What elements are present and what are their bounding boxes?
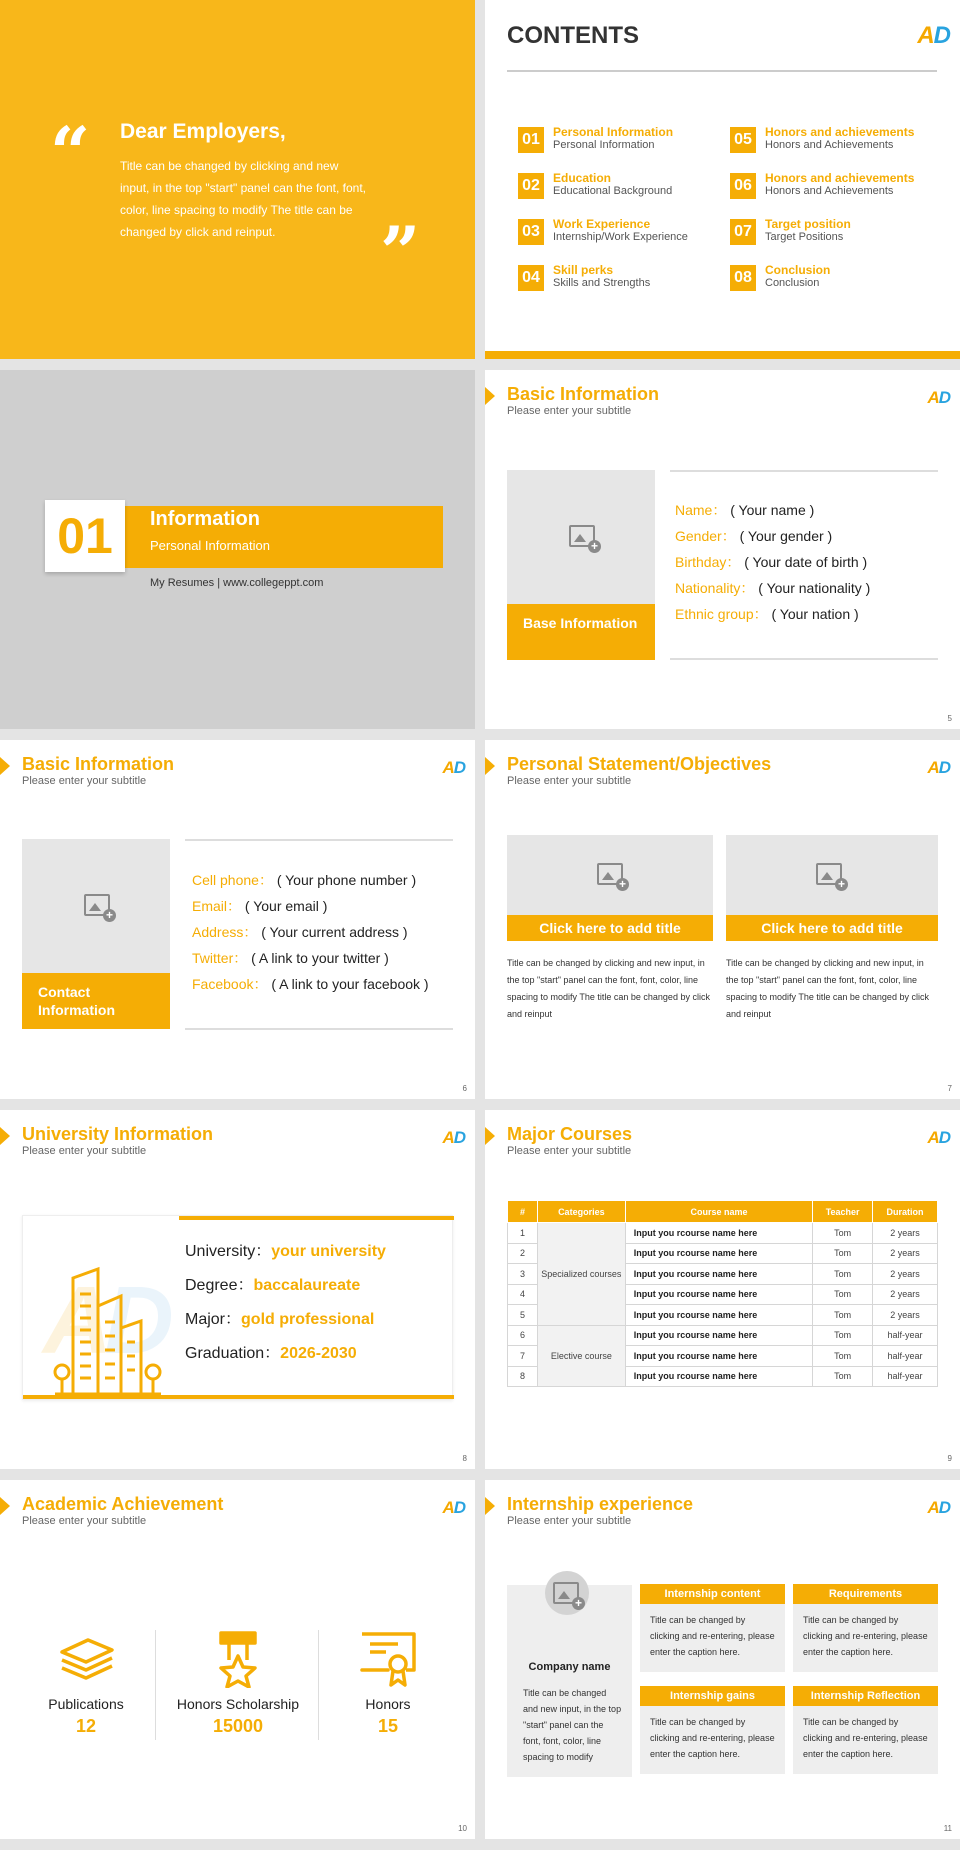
logo: AD xyxy=(917,22,950,49)
achievement-item: Honors Scholarship 15000 xyxy=(168,1630,308,1737)
image-placeholder[interactable] xyxy=(507,470,655,660)
card-text: Title can be changed by clicking and new input, in the top "start" panel can the font, font, color, line spacing to modify The title can be changed by click and reinput xyxy=(726,958,929,1019)
slide-title: Internship experience xyxy=(507,1494,694,1514)
field-row: Email： ( Your email ) xyxy=(192,898,328,914)
title-marker xyxy=(485,1127,495,1145)
contents-item[interactable]: 08 Conclusion Conclusion xyxy=(730,263,930,297)
table-row: 5 Input you rcourse name here Tom 2 years xyxy=(508,1305,938,1326)
achievement-item: Honors 15 xyxy=(318,1630,458,1737)
page-number: 10 xyxy=(458,1824,467,1833)
image-placeholder[interactable] xyxy=(22,839,170,1029)
logo: AD xyxy=(442,1498,465,1517)
major-row: Major：gold professional xyxy=(185,1311,375,1328)
slide-contents xyxy=(485,0,960,359)
certificate-icon xyxy=(358,1630,418,1688)
contents-item[interactable]: 01 Personal Information Personal Information xyxy=(518,125,718,159)
slide-title: Basic Information xyxy=(22,754,175,774)
field-row: Cell phone： ( Your phone number ) xyxy=(192,872,417,888)
title-marker xyxy=(0,757,10,775)
category-cell: Elective course xyxy=(537,1325,625,1387)
accent-bar xyxy=(179,1216,454,1220)
field-row: Birthday： ( Your date of birth ) xyxy=(675,554,868,570)
page-number: 7 xyxy=(947,1084,952,1093)
slide-title: Basic Information xyxy=(507,384,660,404)
category-cell: Specialized courses xyxy=(537,1223,625,1326)
slide-subtitle: Please enter your subtitle xyxy=(22,775,147,787)
table-row: 1 Specialized courses Input you rcourse name here Tom 2 years xyxy=(508,1223,938,1244)
logo: AD xyxy=(927,758,950,777)
table-header: # Categories Course name Teacher Duration xyxy=(508,1201,938,1223)
degree-row: Degree：baccalaureate xyxy=(185,1277,361,1294)
divider xyxy=(155,1630,156,1740)
divider xyxy=(670,470,938,472)
contents-item[interactable]: 04 Skill perks Skills and Strengths xyxy=(518,263,718,297)
internship-box: Internship gains Title can be changed by clicking and re-entering, please enter the caption here. xyxy=(640,1686,785,1774)
table-row: 3 Input you rcourse name here Tom 2 years xyxy=(508,1264,938,1285)
quote-close-icon: ” xyxy=(380,211,421,294)
contents-item[interactable]: 06 Honors and achievements Honors and Achievements xyxy=(730,171,930,205)
add-title-button[interactable]: Click here to add title xyxy=(507,915,713,941)
slide-title: Major Courses xyxy=(507,1124,633,1144)
divider xyxy=(185,1028,453,1030)
page-number: 5 xyxy=(947,714,952,723)
contents-item[interactable]: 02 Education Educational Background xyxy=(518,171,718,205)
page-number: 8 xyxy=(462,1454,467,1463)
card-label: Contact Information xyxy=(22,973,170,1029)
books-icon xyxy=(56,1630,116,1686)
slide-subtitle: Please enter your subtitle xyxy=(507,775,632,787)
divider xyxy=(185,839,453,841)
logo: AD xyxy=(927,1128,950,1147)
slide-subtitle: Please enter your subtitle xyxy=(22,1515,147,1527)
slide-dear-employers xyxy=(0,0,475,359)
logo: AD xyxy=(442,758,465,777)
field-row: Address： ( Your current address ) xyxy=(192,924,408,940)
internship-box: Internship Reflection Title can be changed by clicking and re-entering, please enter the caption here. xyxy=(793,1686,938,1774)
accent-bar xyxy=(23,1395,454,1399)
logo: AD xyxy=(927,1498,950,1517)
field-row: Name： ( Your name ) xyxy=(675,502,815,518)
courses-table xyxy=(507,1200,938,1387)
image-placeholder[interactable] xyxy=(507,835,713,915)
slide-basic-information-contact xyxy=(0,740,475,1099)
company-name: Company name xyxy=(528,1661,611,1673)
logo: AD xyxy=(927,388,950,407)
field-row: Twitter： ( A link to your twitter ) xyxy=(192,950,389,966)
page-number: 9 xyxy=(947,1454,952,1463)
image-add-icon[interactable] xyxy=(569,525,595,547)
title-marker xyxy=(485,387,495,405)
image-placeholder[interactable] xyxy=(726,835,938,915)
slide-title: University Information xyxy=(22,1124,214,1144)
quote-open-icon: “ xyxy=(50,111,91,194)
contents-item[interactable]: 05 Honors and achievements Honors and Achievements xyxy=(730,125,930,159)
title-marker xyxy=(0,1497,10,1515)
internship-box: Requirements Title can be changed by clicking and re-entering, please enter the caption here. xyxy=(793,1584,938,1672)
section-title: Information xyxy=(150,508,260,530)
add-title-button[interactable]: Click here to add title xyxy=(726,915,938,941)
company-card xyxy=(507,1585,632,1777)
slide-subtitle: Please enter your subtitle xyxy=(507,1145,632,1157)
title-marker xyxy=(485,757,495,775)
slide-university-information xyxy=(0,1110,475,1469)
section-subtitle: Personal Information xyxy=(150,538,270,553)
logo: AD xyxy=(442,1128,465,1147)
table-row: 6 Elective course Input you rcourse name here Tom half-year xyxy=(508,1325,938,1346)
statement-card xyxy=(726,835,938,1023)
slide-title: Academic Achievement xyxy=(22,1494,224,1514)
slide-title: Dear Employers, xyxy=(120,120,286,143)
slide-section-header xyxy=(0,370,475,729)
medal-icon xyxy=(215,1630,261,1688)
achievement-item: Publications 12 xyxy=(16,1630,156,1737)
title-marker xyxy=(0,1127,10,1145)
slide-personal-statement xyxy=(485,740,960,1099)
university-row: University：your university xyxy=(185,1243,386,1260)
slide-subtitle: Please enter your subtitle xyxy=(507,1515,632,1527)
graduation-row: Graduation：2026-2030 xyxy=(185,1345,357,1362)
field-row: Facebook： ( A link to your facebook ) xyxy=(192,976,429,992)
contents-item[interactable]: 07 Target position Target Positions xyxy=(730,217,930,251)
slide-academic-achievement xyxy=(0,1480,475,1839)
page-number: 6 xyxy=(462,1084,467,1093)
slide-subtitle: Please enter your subtitle xyxy=(507,405,632,417)
table-row: 4 Input you rcourse name here Tom 2 years xyxy=(508,1284,938,1305)
card-text: Title can be changed by clicking and new input, in the top "start" panel can the font, font, color, line spacing to modify The title can be changed by click and reinput xyxy=(507,958,710,1019)
field-row: Nationality： ( Your nationality ) xyxy=(675,580,871,596)
slide-body: Title can be changed by clicking and new input, in the top "start" panel can the font, font, color, line spacing to modify The title can be changed by click and reinput. xyxy=(120,159,367,239)
field-row: Gender： ( Your gender ) xyxy=(675,528,833,544)
section-url: My Resumes | www.collegeppt.com xyxy=(150,577,324,589)
section-number: 01 xyxy=(45,500,125,572)
slide-title: Personal Statement/Objectives xyxy=(507,754,772,774)
image-add-icon[interactable] xyxy=(553,1582,579,1604)
table-row: 7 Input you rcourse name here Tom half-year xyxy=(508,1346,938,1367)
statement-card xyxy=(507,835,713,1023)
image-placeholder[interactable] xyxy=(545,1571,589,1615)
slide-basic-information xyxy=(485,370,960,729)
company-text: Title can be changed and new input, in the top "start" panel can the font, font, color, line spacing to modify xyxy=(523,1688,622,1762)
image-add-icon[interactable] xyxy=(84,894,110,916)
building-icon xyxy=(53,1266,163,1396)
page-number: 11 xyxy=(943,1824,952,1833)
image-add-icon[interactable] xyxy=(597,863,623,885)
slide-internship-experience xyxy=(485,1480,960,1839)
slide-subtitle: Please enter your subtitle xyxy=(22,1145,147,1157)
table-row: 2 Input you rcourse name here Tom 2 years xyxy=(508,1243,938,1264)
table-row: 8 Input you rcourse name here Tom half-year xyxy=(508,1366,938,1387)
field-row: Ethnic group： ( Your nation ) xyxy=(675,606,859,622)
title-marker xyxy=(485,1497,495,1515)
divider xyxy=(670,658,938,660)
image-add-icon[interactable] xyxy=(816,863,842,885)
accent-bar xyxy=(485,351,960,359)
contents-title: CONTENTS xyxy=(507,22,639,49)
card-label: Base Information xyxy=(507,604,655,660)
watermark-logo: AD xyxy=(43,1267,166,1374)
divider xyxy=(507,70,937,72)
slide-major-courses xyxy=(485,1110,960,1469)
contents-item[interactable]: 03 Work Experience Internship/Work Experience xyxy=(518,217,718,251)
internship-box: Internship content Title can be changed by clicking and re-entering, please enter the caption here. xyxy=(640,1584,785,1672)
